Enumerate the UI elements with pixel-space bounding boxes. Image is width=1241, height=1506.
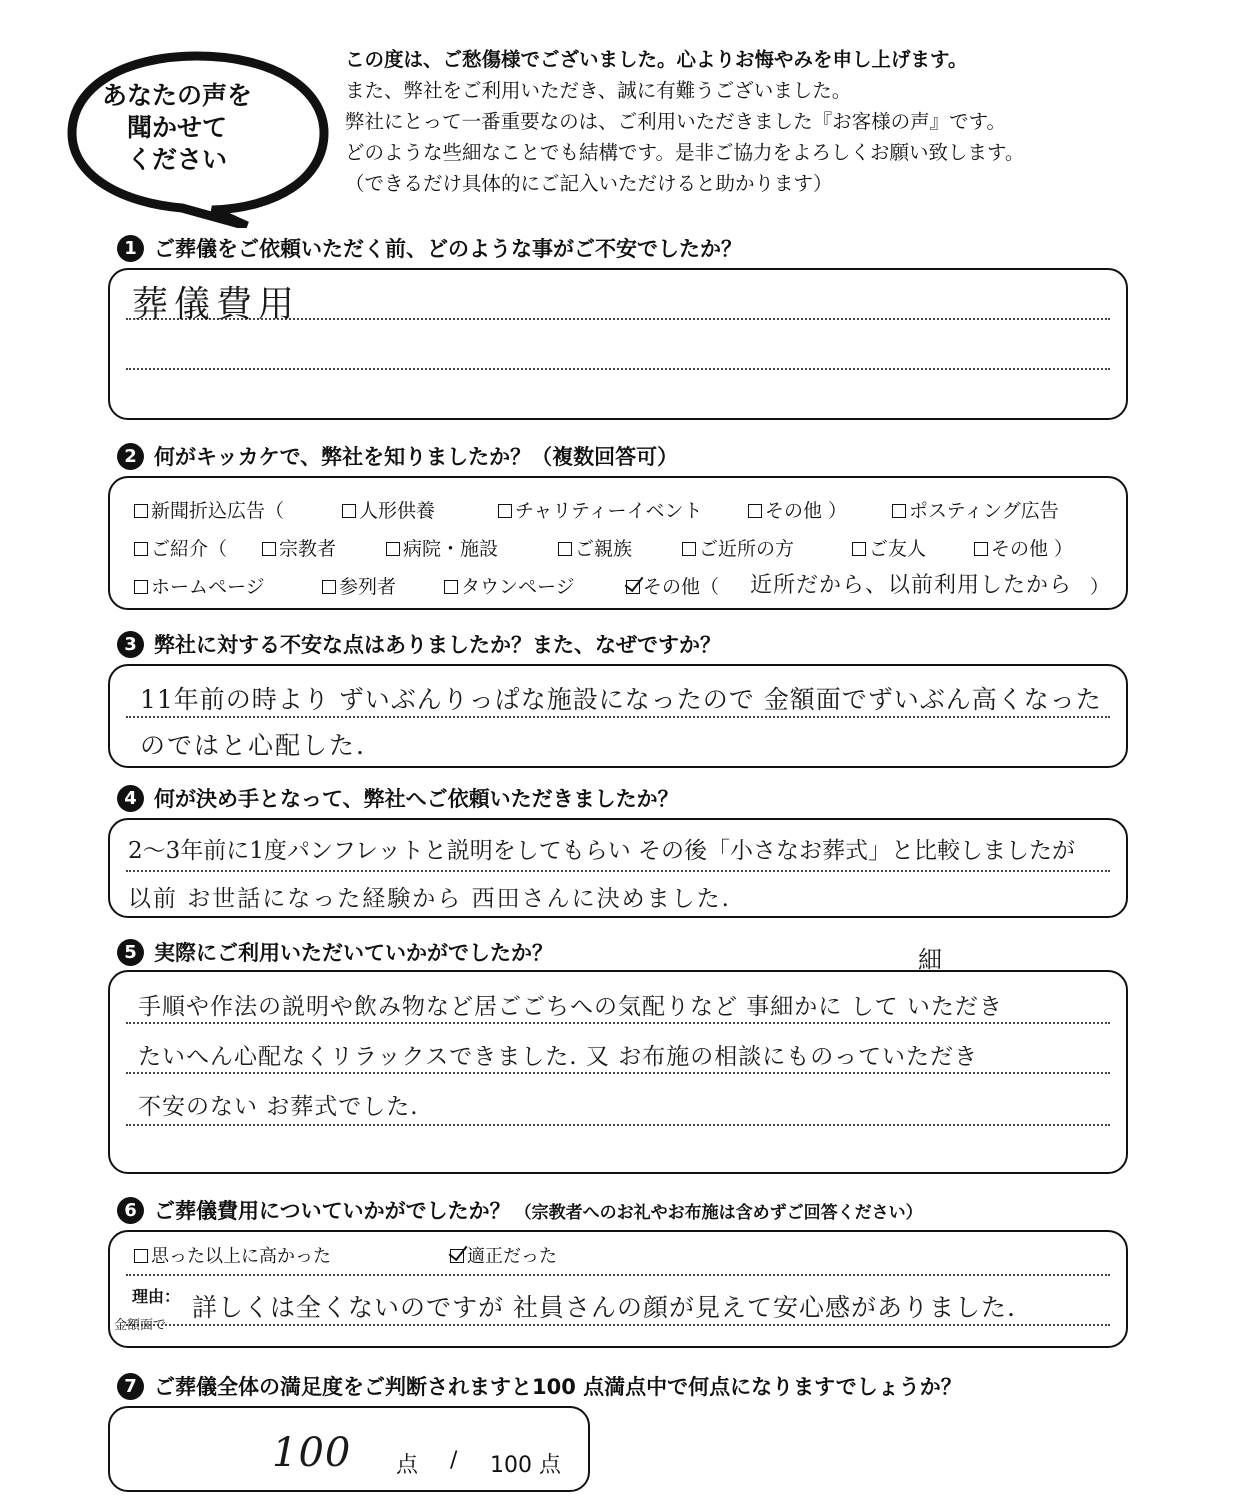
checkbox[interactable] — [134, 580, 148, 594]
handwritten-other-answer: 近所だから、以前利用したから — [750, 573, 1073, 598]
question-text: 弊社に対する不安な点はありましたか？また、なぜですか？ — [154, 633, 721, 657]
question-number: 1 — [117, 235, 144, 262]
dotted-rule — [126, 1072, 1110, 1074]
question-number: 2 — [117, 443, 144, 470]
option-other-3[interactable] — [626, 572, 719, 599]
question-2 — [117, 440, 678, 472]
answer-box-4[interactable] — [108, 818, 1128, 918]
handwritten-answer: 11年前の時より ずいぶんりっぱな施設になったので 金額面でずいぶん高くなった — [140, 685, 1102, 714]
option-label: その他（ — [643, 576, 720, 598]
dotted-rule — [126, 716, 1110, 718]
option-townpage[interactable] — [444, 572, 575, 599]
question-4 — [117, 782, 679, 814]
score-slash: / — [450, 1448, 458, 1473]
option-other-2[interactable] — [974, 534, 1073, 561]
checkbox[interactable] — [444, 580, 458, 594]
handwritten-answer: のではと心配した. — [140, 731, 366, 760]
question-1 — [117, 232, 742, 264]
checkbox[interactable] — [342, 504, 356, 518]
bubble-line: 聞かせて — [126, 113, 227, 142]
bubble-line: ください — [126, 145, 227, 174]
intro-line: どのような些細なことでも結構です。是非ご協力をよろしくお願い致します。 — [345, 141, 1025, 164]
option-higher-than-expected[interactable] — [134, 1242, 331, 1268]
checkbox[interactable] — [682, 542, 696, 556]
reason-label: 理由： — [132, 1287, 181, 1306]
question-number: 4 — [117, 785, 144, 812]
question-text: ご葬儀をご依頼いただく前、どのような事がご不安でしたか？ — [154, 237, 742, 261]
question-number: 7 — [117, 1373, 144, 1400]
option-posting-ad[interactable] — [892, 496, 1059, 523]
handwritten-answer: 以前 お世話になった経験から 西田さんに決めました. — [128, 886, 731, 912]
option-label: ホームページ — [151, 576, 265, 598]
option-label: ポスティング広告 — [909, 500, 1059, 522]
question-number: 3 — [117, 631, 144, 658]
option-friends[interactable] — [852, 534, 926, 561]
option-label: その他 ） — [765, 500, 848, 522]
answer-box-3[interactable] — [108, 664, 1128, 768]
dotted-rule — [126, 870, 1110, 872]
option-referral[interactable] — [134, 534, 227, 561]
option-label: タウンページ — [461, 576, 575, 598]
intro-line: また、弊社をご利用いただき、誠に有難うございました。 — [345, 79, 852, 102]
option-label: 参列者 — [339, 576, 397, 598]
handwritten-answer: 不安のない お葬式でした. — [138, 1094, 419, 1120]
dotted-rule — [126, 1124, 1110, 1126]
option-label: その他 ） — [991, 538, 1074, 560]
dotted-rule — [126, 1324, 1110, 1326]
option-attendee[interactable] — [322, 572, 396, 599]
question-5 — [117, 936, 553, 968]
checkbox[interactable] — [498, 504, 512, 518]
option-label: 病院・施設 — [403, 538, 499, 560]
option-label: ご近所の方 — [699, 538, 795, 560]
option-label: ご親族 — [575, 538, 633, 560]
option-label: 適正だった — [467, 1246, 557, 1267]
option-label: 人形供養 — [359, 500, 436, 522]
checkbox[interactable] — [322, 580, 336, 594]
dotted-rule — [126, 368, 1110, 370]
option-label: ご友人 — [869, 538, 927, 560]
question-text: 実際にご利用いただいていかがでしたか？ — [154, 941, 553, 965]
checkbox[interactable] — [262, 542, 276, 556]
option-label: 宗教者 — [279, 538, 337, 560]
option-fair[interactable] — [450, 1242, 557, 1268]
question-text: ご葬儀全体の満足度をご判断されますと100 点満点中で何点になりますでしょうか？ — [154, 1375, 962, 1399]
answer-box-2 — [108, 476, 1128, 610]
option-hospital[interactable] — [386, 534, 498, 561]
question-text: 何がキッカケで、弊社を知りましたか？（複数回答可） — [154, 445, 679, 469]
handwritten-reason-prefix: 金額面で — [114, 1318, 167, 1333]
question-7 — [117, 1370, 962, 1402]
option-religious[interactable] — [262, 534, 336, 561]
question-3 — [117, 628, 721, 660]
option-other-1[interactable] — [748, 496, 847, 523]
question-number: 6 — [117, 1197, 144, 1224]
option-label: 思った以上に高かった — [151, 1246, 331, 1267]
bubble-text — [82, 80, 272, 176]
intro-line: この度は、ご愁傷様でございました。心よりお悔やみを申し上げます。 — [345, 48, 968, 71]
option-neighbors[interactable] — [682, 534, 794, 561]
option-homepage[interactable] — [134, 572, 265, 599]
question-note: （宗教者へのお礼やお布施は含めずご回答ください） — [514, 1202, 923, 1223]
option-label: ご紹介（ — [151, 538, 228, 560]
checkbox[interactable] — [558, 542, 572, 556]
option-doll-memorial[interactable] — [342, 496, 435, 523]
checkbox[interactable] — [134, 504, 148, 518]
handwritten-reason: 詳しくは全くないのですが 社員さんの顔が見えて安心感がありました. — [192, 1293, 1016, 1322]
intro-line: 弊社にとって一番重要なのは、ご利用いただきました『お客様の声』です。 — [345, 110, 1007, 133]
close-paren: ） — [1090, 576, 1110, 598]
handwritten-score: 100 — [272, 1430, 352, 1476]
checkbox-checked[interactable] — [626, 580, 640, 594]
handwritten-answer: たいへん心配なくリラックスできました. 又 お布施の相談にものっていただき — [138, 1044, 979, 1070]
intro-line: （できるだけ具体的にご記入いただけると助かります） — [345, 172, 833, 195]
question-text: 何が決め手となって、弊社へご依頼いただきましたか？ — [154, 787, 679, 811]
option-label: チャリティーイベント — [515, 500, 703, 522]
checkbox[interactable] — [892, 504, 906, 518]
question-number: 5 — [117, 939, 144, 966]
handwritten-answer: 2〜3年前に1度パンフレットと説明をしてもらい その後「小さなお葬式」と比較しましたが — [128, 838, 1076, 864]
option-label: 新聞折込広告（ — [151, 500, 285, 522]
checkbox[interactable] — [748, 504, 762, 518]
dotted-rule — [126, 1274, 1110, 1276]
checkbox[interactable] — [386, 542, 400, 556]
option-charity-event[interactable] — [498, 496, 703, 523]
option-relatives[interactable] — [558, 534, 632, 561]
score-box[interactable] — [108, 1406, 590, 1492]
answer-box-6 — [108, 1230, 1128, 1348]
checkbox[interactable] — [134, 1249, 148, 1263]
question-text: ご葬儀費用についていかがでしたか？ — [154, 1199, 511, 1223]
option-newspaper[interactable] — [134, 496, 284, 523]
checkbox-checked[interactable] — [450, 1249, 464, 1263]
score-unit: 点 — [396, 1453, 419, 1478]
bubble-line: あなたの声を — [101, 81, 252, 110]
dotted-rule — [126, 1022, 1110, 1024]
checkbox[interactable] — [852, 542, 866, 556]
score-max: 100 点 — [490, 1453, 561, 1478]
handwritten-answer: 手順や作法の説明や飲み物など居ごごちへの気配りなど 事細かに して いただき — [138, 994, 1003, 1020]
handwritten-insert: 細 — [918, 946, 944, 974]
handwritten-answer: 葬儀費用 — [132, 284, 301, 325]
checkbox[interactable] — [134, 542, 148, 556]
intro-text — [345, 44, 1205, 199]
question-6 — [117, 1194, 923, 1226]
checkbox[interactable] — [974, 542, 988, 556]
answer-box-1[interactable] — [108, 268, 1128, 420]
answer-box-5[interactable] — [108, 970, 1128, 1174]
